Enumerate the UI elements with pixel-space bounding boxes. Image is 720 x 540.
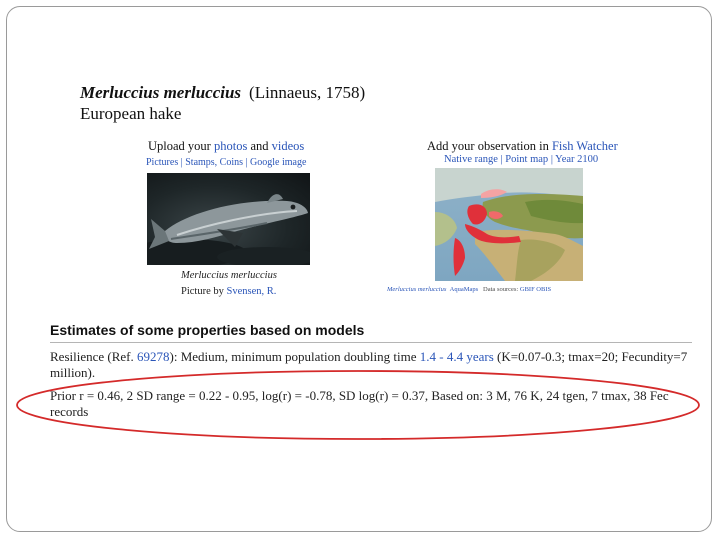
photos-link[interactable]: photos	[213, 139, 248, 153]
prior-line: Prior r = 0.46, 2 SD range = 0.22 - 0.95, log(r) = -0.78, SD log(r) = 0.37, Based on: 3 M, 76 K, 24 tgen, 7 tmax, 38 Fec records	[50, 388, 669, 419]
data-sources-links[interactable]: GBIF OBIS	[519, 286, 552, 293]
fish-watcher-link[interactable]: Fish Watcher	[551, 139, 618, 153]
reference-link[interactable]: 69278	[137, 349, 170, 364]
google-image-link[interactable]: Google image	[250, 157, 307, 168]
credit-prefix: Picture by	[181, 286, 227, 297]
map-illustration	[435, 168, 583, 281]
stamps-coins-link[interactable]: Stamps, Coins	[185, 157, 244, 168]
native-range-link[interactable]: Native range	[444, 154, 498, 165]
photo-caption: Merluccius merluccius	[181, 270, 277, 281]
upload-prefix: Upload your	[148, 139, 214, 153]
data-sources-label: Data sources:	[483, 286, 519, 293]
section-divider	[50, 342, 692, 343]
scientific-name: Merluccius merluccius	[80, 83, 242, 102]
resilience-line	[50, 349, 695, 381]
fish-photo[interactable]	[147, 173, 310, 265]
photo-credit	[181, 286, 276, 297]
estimates-heading: Estimates of some properties based on models	[50, 322, 365, 338]
observation-heading	[427, 139, 618, 154]
map-species-link[interactable]: Merluccius merluccius	[387, 286, 447, 293]
observation-prefix: Add your observation in	[427, 139, 552, 153]
media-links: Pictures | Stamps, Coins | Google image	[146, 157, 307, 168]
point-map-link[interactable]: Point map	[505, 154, 549, 165]
resilience-prefix: Resilience (Ref.	[50, 349, 137, 364]
resilience-suffix: (K=0.07-0.3; tmax=20; Fecundity=7 million).	[50, 349, 688, 380]
resilience-mid: ): Medium, minimum population doubling time	[169, 349, 420, 364]
year-2100-link[interactable]: Year 2100	[555, 154, 599, 165]
common-name: European hake	[80, 104, 182, 123]
credit-link[interactable]: Svensen, R.	[226, 286, 277, 297]
distribution-map[interactable]	[435, 168, 583, 281]
map-caption	[387, 286, 551, 293]
and-text: and	[247, 139, 272, 153]
upload-heading	[148, 139, 304, 154]
fish-illustration	[147, 173, 310, 265]
estimates-body	[50, 349, 695, 427]
doubling-time-link[interactable]: 1.4 - 4.4 years	[419, 349, 494, 364]
species-title	[80, 83, 365, 103]
pictures-link[interactable]: Pictures	[146, 157, 179, 168]
aquamaps-link[interactable]: AquaMaps	[449, 286, 479, 293]
species-author: (Linnaeus, 1758)	[249, 83, 366, 102]
map-links: Native range | Point map | Year 2100	[444, 154, 599, 165]
videos-link[interactable]: videos	[271, 139, 305, 153]
